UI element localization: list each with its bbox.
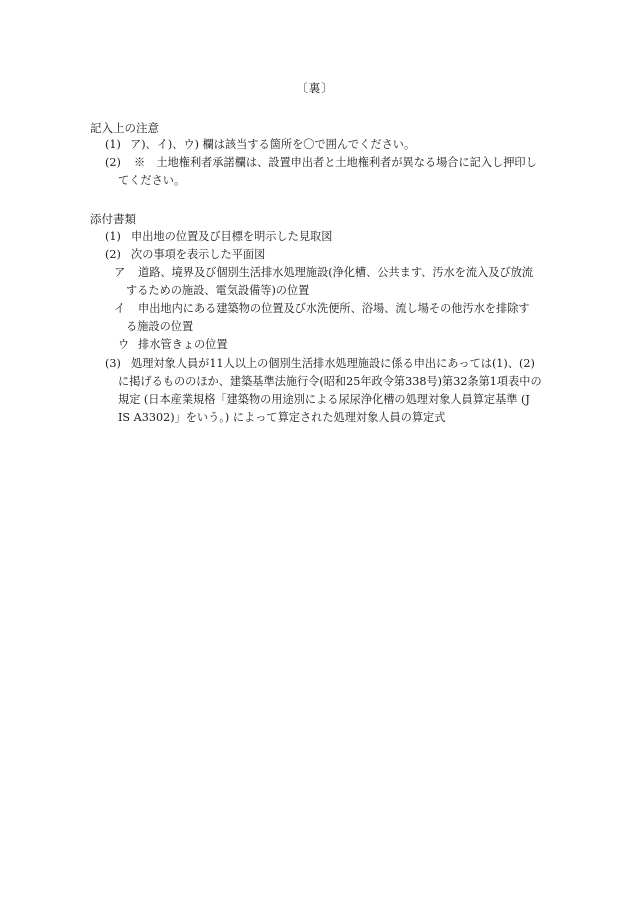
subitem-b-marker: イ [114, 302, 126, 315]
attachment-item-3-number: (3) [105, 357, 121, 370]
notes-heading: 記入上の注意 [90, 121, 159, 135]
attachment-item-2-number: (2) [105, 248, 121, 261]
subitem-b-line-2: る施設の位置 [126, 320, 194, 333]
notes-item-2-text-line-2: てください。 [118, 174, 186, 187]
attachment-item-3-line-1: 処理対象人員が11人以上の個別生活排水処理施設に係る申出にあっては(1)、(2) [131, 357, 535, 370]
notes-item-1-text: ア)、イ)、ウ) 欄は該当する箇所を〇で囲んでください。 [130, 138, 416, 151]
page-title: 〔裏〕 [296, 81, 334, 95]
subitem-c-marker: ウ [118, 338, 130, 351]
attachment-item-2-text: 次の事項を表示した平面図 [131, 248, 266, 261]
notes-item-2-text-line-1: ※ 土地権利者承諾欄は、設置申出者と土地権利者が異なる場合に記入し押印し [134, 156, 537, 169]
notes-item-2 [105, 154, 121, 172]
notes-item-2-number: (2) [105, 156, 121, 169]
notes-item-1-number: (1) [105, 138, 121, 151]
attachment-item-1-text: 申出地の位置及び目標を明示した見取図 [131, 230, 333, 243]
attachment-item-3-line-3: 規定 (日本産業規格「建築物の用途別による尿尿浄化槽の処理対象人員算定基準 (J [118, 393, 530, 406]
subitem-a-marker: ア [114, 266, 126, 279]
notes-item-1 [105, 136, 121, 154]
subitem-b-line-1: 申出地内にある建築物の位置及び水洗便所、浴場、流し場その他汚水を排除す [138, 302, 530, 315]
attachments-heading: 添付書類 [90, 212, 136, 226]
subitem-a-line-2: するための施設、電気設備等)の位置 [126, 284, 310, 297]
attachment-item-1-number: (1) [105, 230, 121, 243]
attachment-item-3-line-4: IS A3302)」をいう。) によって算定された処理対象人員の算定式 [118, 411, 446, 424]
attachment-item-3-line-2: に掲げるもののほか、建築基準法施行令(昭和25年政令第338号)第32条第1項表中の [118, 375, 542, 388]
subitem-a-line-1: 道路、境界及び個別生活排水処理施設(浄化槽、公共ます、汚水を流入及び放流 [138, 266, 534, 279]
subitem-c-line-1: 排水管きょの位置 [138, 338, 228, 351]
